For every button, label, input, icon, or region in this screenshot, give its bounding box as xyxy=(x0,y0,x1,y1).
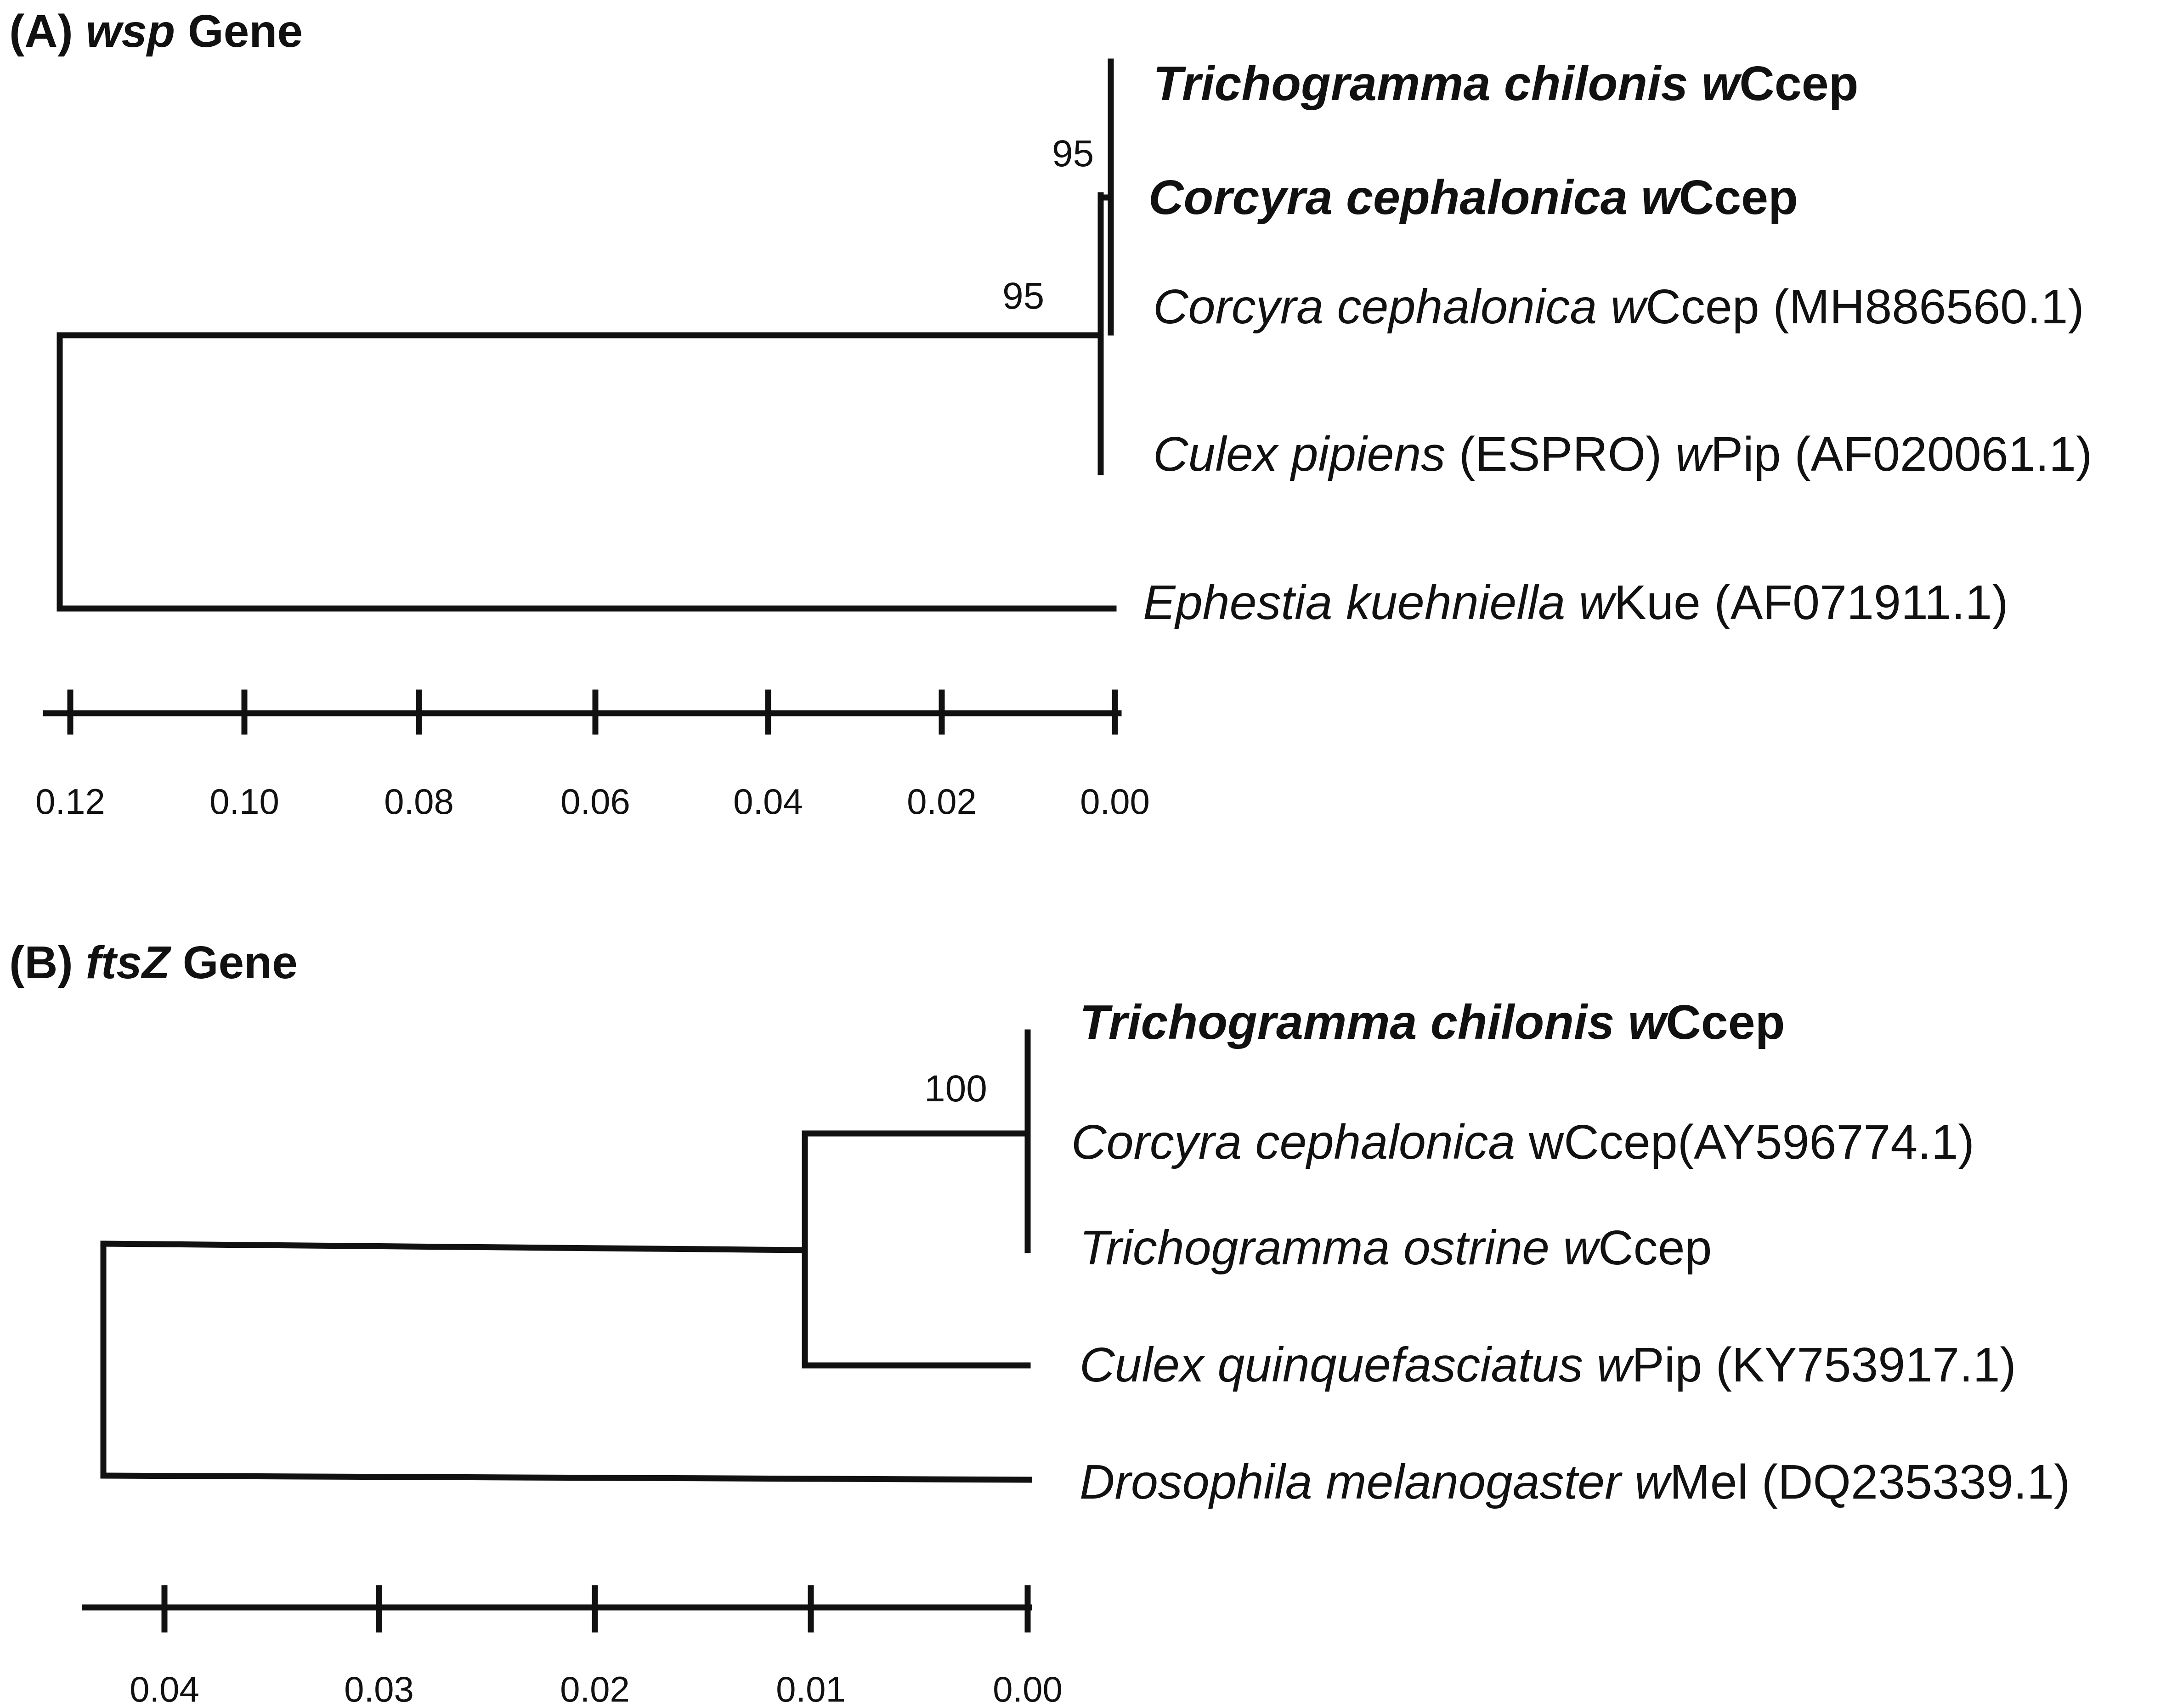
panel-a-tick-label-2: 0.10 xyxy=(209,781,279,822)
panel-a-tick-label-5: 0.04 xyxy=(733,781,803,822)
panel-b-title: (B) ftsZ Gene xyxy=(9,937,298,988)
panel-b-tick-label-4: 0.01 xyxy=(776,1669,846,1708)
panel-b-leaf-4: Culex quinquefasciatus wPip (KY753917.1) xyxy=(1080,1338,2016,1392)
panel-b-clade-branch xyxy=(103,1244,805,1250)
panel-a-bootstrap-inner: 95 xyxy=(1052,133,1094,175)
panel-b-tick-label-5: 0.00 xyxy=(993,1669,1063,1708)
panel-b-bootstrap: 100 xyxy=(924,1068,987,1110)
panel-a-scale-bar xyxy=(35,693,1150,822)
panel-b-leaf-5: Drosophila melanogaster wMel (DQ235339.1) xyxy=(1080,1455,2070,1509)
panel-b-tick-label-3: 0.02 xyxy=(560,1669,630,1708)
panel-a-title: (A) wsp Gene xyxy=(9,6,303,57)
panel-a-tick-label-3: 0.08 xyxy=(384,781,454,822)
panel-a-leaf-5: Ephestia kuehniella wKue (AF071911.1) xyxy=(1143,575,2008,630)
panel-a-tick-label-4: 0.06 xyxy=(560,781,630,822)
panel-a-leaf-2: Corcyra cephalonica wCcep xyxy=(1148,170,1798,225)
panel-a-bootstrap-outer: 95 xyxy=(1002,275,1045,317)
panel-b-leaf-1: Trichogramma chilonis wCcep xyxy=(1080,995,1785,1049)
panel-b-tick-label-2: 0.03 xyxy=(344,1669,414,1708)
panel-a-leaf-4: Culex pipiens (ESPRO) wPip (AF020061.1) xyxy=(1153,427,2093,481)
panel-b-leaf-2: Corcyra cephalonica wCcep(AY596774.1) xyxy=(1071,1115,1974,1169)
panel-a-leaf-1: Trichogramma chilonis wCcep xyxy=(1153,56,1859,111)
panel-a-tick-label-7: 0.00 xyxy=(1080,781,1150,822)
panel-a-leaves xyxy=(1143,56,2092,630)
panel-b-leaf-3: Trichogramma ostrine wCcep xyxy=(1080,1221,1712,1275)
panel-a-leaf-3: Corcyra cephalonica wCcep (MH886560.1) xyxy=(1153,280,2084,334)
panel-b-drosophila-branch xyxy=(103,1476,1029,1480)
panel-b-leaves xyxy=(1071,995,2070,1509)
panel-b-tree xyxy=(103,1032,1029,1480)
panel-b-tick-label-1: 0.04 xyxy=(130,1669,199,1708)
panel-a-tick-label-1: 0.12 xyxy=(35,781,105,822)
panel-b-scale-bar xyxy=(85,1588,1063,1708)
panel-a-tick-label-6: 0.02 xyxy=(907,781,977,822)
panel-a-tree xyxy=(60,62,1114,609)
